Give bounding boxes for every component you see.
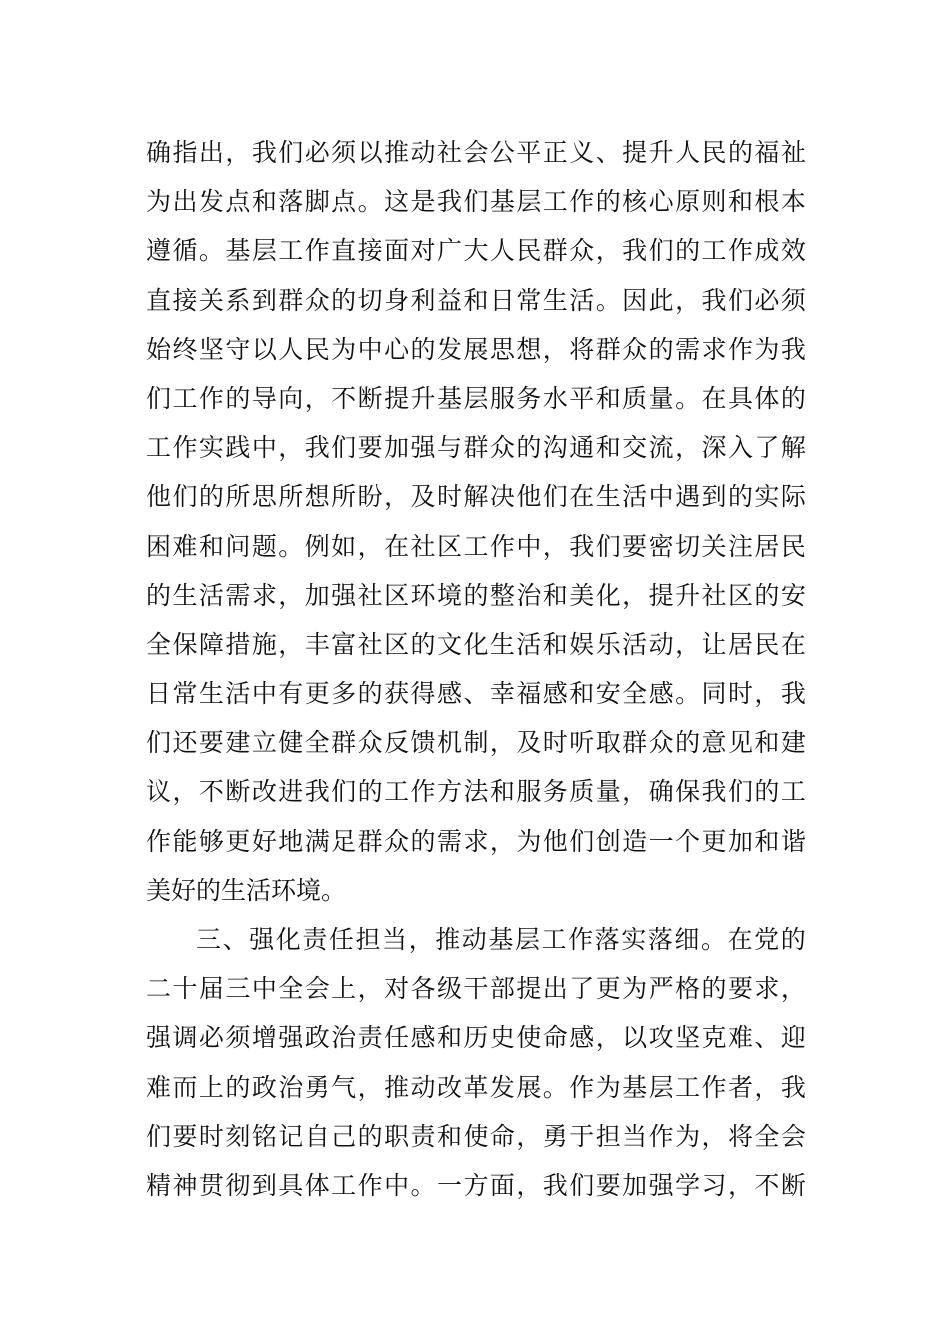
paragraph-first-line: 三 、 强 化 责 任 担 当 ， 推 动 基 层 工 作 落 实 落 细 。 在 党 的 [196, 925, 806, 954]
text-line: 确 指 出 ， 我 们 必 须 以 推 动 社 会 公 平 正 义 、 提 升 人 民 的 福 祉 [146, 138, 806, 167]
text-line: 直 接 关 系 到 群 众 的 切 身 利 益 和 日 常 生 活 。 因 此 ， 我 们 必 须 [146, 285, 806, 315]
text-line: 们 还 要 建 立 健 全 群 众 反 馈 机 制 ， 及 时 听 取 群 众 的 意 见 和 建 [146, 728, 806, 758]
text-line: 强 调 必 须 增 强 政 治 责 任 感 和 历 史 使 命 感 ， 以 攻 坚 克 难 、 迎 [146, 1023, 806, 1053]
text-line: 日 常 生 活 中 有 更 多 的 获 得 感 、 幸 福 感 和 安 全 感 。 同 时 ， 我 [146, 679, 806, 709]
text-line: 困 难 和 问 题 。 例 如 ， 在 社 区 工 作 中 ， 我 们 要 密 切 关 注 居 民 [146, 531, 806, 561]
text-line: 美好的生活环境。 [146, 875, 347, 905]
text-line: 难 而 上 的 政 治 勇 气 ， 推 动 改 革 发 展 。 作 为 基 层 工 作 者 ， 我 [146, 1072, 806, 1102]
text-line: 始 终 坚 守 以 人 民 为 中 心 的 发 展 思 想 ， 将 群 众 的 需 求 作 为 我 [146, 334, 806, 364]
text-line: 工 作 实 践 中 ， 我 们 要 加 强 与 群 众 的 沟 通 和 交 流 ， 深 入 了 解 [146, 433, 806, 463]
text-line: 们 工 作 的 导 向 ， 不 断 提 升 基 层 服 务 水 平 和 质 量 。 在 具 体 的 [146, 383, 806, 413]
text-line: 二 十 届 三 中 全 会 上 ， 对 各 级 干 部 提 出 了 更 为 严 格 的 要 求 ， [146, 974, 806, 1004]
text-line: 遵 循 。 基 层 工 作 直 接 面 对 广 大 人 民 群 众 ， 我 们 的 工 作 成 效 [146, 236, 806, 266]
text-line: 精 神 贯 彻 到 具 体 工 作 中 。 一 方 面 ， 我 们 要 加 强 学 习 ， 不 断 [146, 1170, 806, 1200]
text-line: 为 出 发 点 和 落 脚 点 。 这 是 我 们 基 层 工 作 的 核 心 原 则 和 根 本 [146, 187, 806, 217]
text-line: 们 要 时 刻 铭 记 自 己 的 职 责 和 使 命 ， 勇 于 担 当 作 为 ， 将 全 会 [146, 1121, 806, 1151]
text-line: 的 生 活 需 求 ， 加 强 社 区 环 境 的 整 治 和 美 化 ， 提 升 社 区 的 安 [146, 580, 806, 610]
text-line: 全 保 障 措 施 ， 丰 富 社 区 的 文 化 生 活 和 娱 乐 活 动 ， 让 居 民 在 [146, 629, 806, 659]
body-text [146, 128, 806, 1210]
text-line: 作 能 够 更 好 地 满 足 群 众 的 需 求 ， 为 他 们 创 造 一 个 更 加 和 谐 [146, 826, 806, 856]
text-line: 他 们 的 所 思 所 想 所 盼 ， 及 时 解 决 他 们 在 生 活 中 遇 到 的 实 际 [146, 482, 806, 512]
text-line: 议 ， 不 断 改 进 我 们 的 工 作 方 法 和 服 务 质 量 ， 确 保 我 们 的 工 [146, 777, 806, 807]
